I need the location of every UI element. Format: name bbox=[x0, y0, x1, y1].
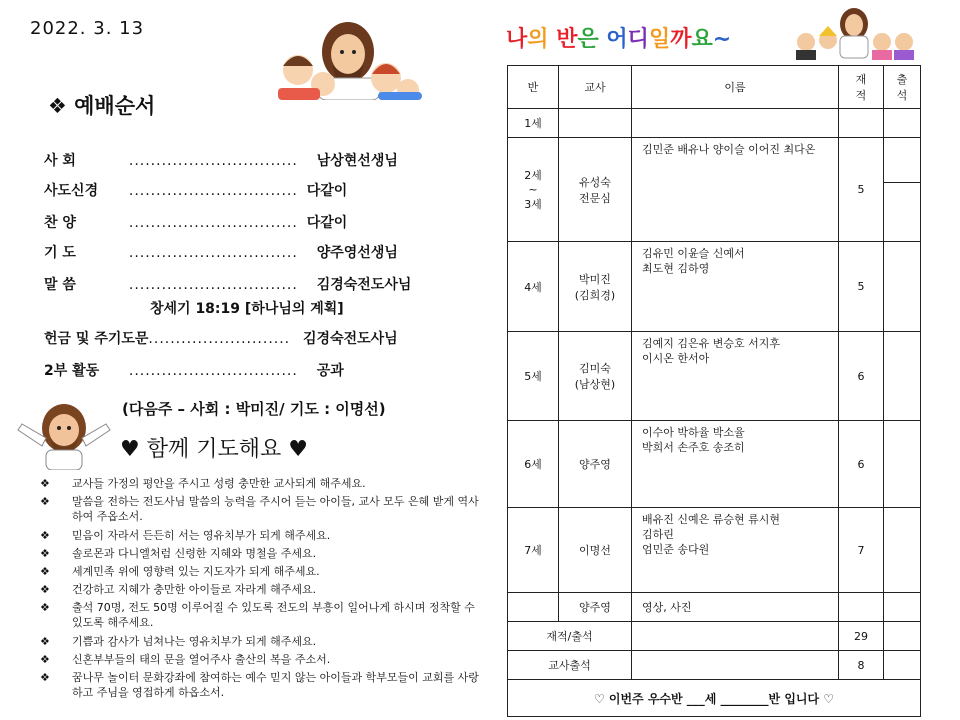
class-title-char: 나 bbox=[506, 27, 528, 52]
cell-attend bbox=[884, 138, 921, 183]
prayer-text: 믿음이 자라서 든든히 서는 영유치부가 되게 해주세요. bbox=[72, 529, 331, 542]
order-item-value: 다같이 bbox=[306, 183, 348, 199]
class-title-char: 의 bbox=[527, 27, 549, 52]
best-class-footer: ♡ 이번주 우수반 ___세 ________반 입니다 ♡ bbox=[508, 680, 921, 717]
cell-age: 7세 bbox=[508, 508, 559, 593]
order-item-label: 2부 활동 bbox=[44, 363, 100, 379]
prayer-item bbox=[40, 546, 480, 561]
order-item-label: 사 회 bbox=[44, 153, 76, 169]
cell-empty bbox=[884, 651, 921, 680]
prayer-item bbox=[40, 600, 480, 630]
order-item-label: 찬 양 bbox=[44, 215, 76, 231]
cell-names: 이수아 박하율 박소율 박희서 손주호 송조히 bbox=[632, 421, 839, 508]
prayer-title: ♥ 함께 기도해요 ♥ bbox=[120, 437, 308, 462]
order-item-value: 다같이 bbox=[306, 215, 348, 231]
header-teacher: 교사 bbox=[559, 66, 632, 109]
cell-names: 김예지 김은유 변승호 서지후 이시온 한서아 bbox=[632, 332, 839, 421]
cell-age: 2세 ~ 3세 bbox=[508, 138, 559, 242]
order-title bbox=[48, 90, 155, 120]
prayer-text: 말씀을 전하는 전도사님 말씀의 능력을 주시어 듣는 아이들, 교사 모두 은혜 받게 역사하여 주옵소서. bbox=[72, 495, 479, 523]
cell-empty bbox=[839, 593, 884, 622]
prayer-text: 세계민족 위에 영향력 있는 지도자가 되게 해주세요. bbox=[72, 565, 320, 578]
diamond-bullet-icon: ❖ bbox=[40, 671, 50, 684]
class-title-char: 요 bbox=[691, 27, 713, 52]
cell-attend-empty bbox=[884, 183, 921, 242]
order-title-text: 예배순서 bbox=[74, 94, 156, 118]
class-table bbox=[507, 65, 921, 717]
diamond-bullet-icon: ❖ bbox=[40, 547, 50, 560]
order-item-creed bbox=[44, 180, 347, 200]
diamond-bullet-icon: ❖ bbox=[40, 477, 50, 490]
order-item-value: 공과 bbox=[316, 363, 344, 379]
header-age: 반 bbox=[508, 66, 559, 109]
total-row bbox=[508, 622, 921, 651]
order-item-host bbox=[44, 150, 398, 170]
cell-teacher: 양주영 bbox=[559, 421, 632, 508]
cell-empty bbox=[632, 622, 839, 651]
total-label: 재적/출석 bbox=[508, 622, 632, 651]
teacher-attend-value: 8 bbox=[839, 651, 884, 680]
order-item-sermon bbox=[44, 274, 411, 294]
cell-attend bbox=[884, 421, 921, 508]
table-row bbox=[508, 109, 921, 138]
waving-jesus-illustration bbox=[12, 398, 116, 470]
cell-names: 김민준 배유나 양이슬 이어진 최다온 bbox=[632, 138, 839, 242]
class-title-char: 어 bbox=[606, 27, 628, 52]
order-item-dots: ............................... bbox=[128, 363, 298, 379]
teacher-attend-row bbox=[508, 651, 921, 680]
total-value: 29 bbox=[839, 622, 884, 651]
cell-teacher bbox=[559, 109, 632, 138]
diamond-bullet-icon: ❖ bbox=[40, 601, 50, 614]
diamond-bullet-icon: ❖ bbox=[40, 565, 50, 578]
class-title-char: 반 bbox=[556, 27, 578, 52]
cell-names: 영상, 사진 bbox=[632, 593, 839, 622]
cell-enrolled: 7 bbox=[839, 508, 884, 593]
order-item-activity bbox=[44, 360, 344, 380]
order-item-dots: ............................... bbox=[128, 183, 298, 199]
scripture-reference: 창세기 18:19 [하나님의 계획] bbox=[150, 301, 344, 317]
order-item-offering bbox=[44, 328, 398, 348]
prayer-text: 기쁨과 감사가 넘쳐나는 영유치부가 되게 해주세요. bbox=[72, 635, 317, 648]
diamond-bullet-icon: ❖ bbox=[40, 529, 50, 542]
order-item-prayer bbox=[44, 242, 398, 262]
table-row bbox=[508, 508, 921, 593]
diamond-bullet-icon: ❖ bbox=[40, 653, 50, 666]
prayer-item bbox=[40, 476, 480, 491]
cell-enrolled bbox=[839, 109, 884, 138]
cell-names bbox=[632, 109, 839, 138]
prayer-item bbox=[40, 634, 480, 649]
cell-enrolled: 5 bbox=[839, 138, 884, 242]
prayer-text: 출석 70명, 전도 50명 이루어질 수 있도록 전도의 부흥이 일어나게 하시며 정착할 수 있도록 해주세요. bbox=[72, 601, 475, 629]
cell-attend bbox=[884, 242, 921, 332]
order-item-dots: .......................... bbox=[148, 331, 291, 347]
teacher-attend-label: 교사출석 bbox=[508, 651, 632, 680]
prayer-text: 꿈나무 놀이터 문화강좌에 참여하는 예수 믿지 않는 아이들과 학부모들이 교회를 사랑하고 주님을 영접하게 하옵소서. bbox=[72, 671, 479, 699]
cell-age: 6세 bbox=[508, 421, 559, 508]
cell-teacher: 박미진 (김희경) bbox=[559, 242, 632, 332]
table-row bbox=[508, 421, 921, 508]
cell-empty bbox=[632, 651, 839, 680]
class-title bbox=[506, 22, 731, 53]
prayer-text: 교사들 가정의 평안을 주시고 성령 충만한 교사되게 해주세요. bbox=[72, 477, 366, 490]
header-names: 이름 bbox=[632, 66, 839, 109]
cell-attend bbox=[884, 508, 921, 593]
table-row bbox=[508, 242, 921, 332]
class-title-char: 일 bbox=[648, 27, 671, 52]
cell-age: 1세 bbox=[508, 109, 559, 138]
order-item-dots: ............................... bbox=[128, 215, 298, 231]
header-attend: 출 석 bbox=[884, 66, 921, 109]
diamond-bullet-icon: ❖ bbox=[40, 635, 50, 648]
cell-attend bbox=[884, 332, 921, 421]
class-title-char: 까 bbox=[670, 27, 692, 52]
order-item-value: 김경숙전도사님 bbox=[316, 277, 412, 293]
prayer-text: 건강하고 지혜가 충만한 아이들로 자라게 해주세요. bbox=[72, 583, 317, 596]
diamond-bullet-icon: ❖ bbox=[48, 94, 67, 118]
cell-attend bbox=[884, 109, 921, 138]
header-enrolled: 재 적 bbox=[839, 66, 884, 109]
footer-row bbox=[508, 680, 921, 717]
prayer-text: 신혼부부들의 태의 문을 열어주사 출산의 복을 주소서. bbox=[72, 653, 331, 666]
cell-enrolled: 6 bbox=[839, 332, 884, 421]
table-row bbox=[508, 332, 921, 421]
cell-age-empty bbox=[508, 593, 559, 622]
cell-teacher: 이명선 bbox=[559, 508, 632, 593]
order-item-label: 기 도 bbox=[44, 245, 76, 261]
date: 2022. 3. 13 bbox=[30, 18, 145, 39]
table-row bbox=[508, 138, 921, 183]
prayer-text: 솔로몬과 다니엘처럼 신령한 지혜와 명철을 주세요. bbox=[72, 547, 317, 560]
prayer-item bbox=[40, 494, 480, 524]
order-item-dots: ............................... bbox=[128, 153, 298, 169]
prayer-item bbox=[40, 528, 480, 543]
prayer-item bbox=[40, 670, 480, 700]
order-item-dots: ............................... bbox=[128, 277, 298, 293]
jesus-crowd-illustration bbox=[786, 4, 922, 60]
class-title-char: 디 bbox=[627, 27, 649, 52]
cell-empty bbox=[884, 593, 921, 622]
jesus-children-illustration bbox=[268, 18, 422, 100]
order-item-dots: ............................... bbox=[128, 245, 298, 261]
order-item-label: 사도신경 bbox=[44, 183, 99, 199]
cell-enrolled: 6 bbox=[839, 421, 884, 508]
diamond-bullet-icon: ❖ bbox=[40, 583, 50, 596]
cell-age: 5세 bbox=[508, 332, 559, 421]
class-title-char: ~ bbox=[712, 27, 732, 52]
diamond-bullet-icon: ❖ bbox=[40, 495, 50, 508]
table-header-row bbox=[508, 66, 921, 109]
order-item-label: 말 씀 bbox=[44, 277, 76, 293]
class-title-char: 은 bbox=[577, 27, 599, 52]
prayer-item bbox=[40, 652, 480, 667]
order-item-label: 헌금 및 주기도문 bbox=[44, 331, 149, 347]
order-item-value: 남상현선생님 bbox=[316, 153, 398, 169]
table-row-media bbox=[508, 593, 921, 622]
order-item-value: 김경숙전도사님 bbox=[303, 331, 398, 347]
prayer-item bbox=[40, 564, 480, 579]
cell-age: 4세 bbox=[508, 242, 559, 332]
next-week-note: (다음주 – 사회 : 박미진/ 기도 : 이명선) bbox=[122, 400, 386, 418]
cell-teacher: 김미숙 (남상현) bbox=[559, 332, 632, 421]
cell-names: 김유민 이윤슬 신예서 최도현 김하영 bbox=[632, 242, 839, 332]
cell-names: 배유진 신예은 류승현 류시현 김하린 엄민준 송다원 bbox=[632, 508, 839, 593]
cell-empty bbox=[884, 622, 921, 651]
cell-enrolled: 5 bbox=[839, 242, 884, 332]
order-item-value: 양주영선생님 bbox=[316, 245, 398, 261]
prayer-item bbox=[40, 582, 480, 597]
cell-teacher: 양주영 bbox=[559, 593, 632, 622]
cell-teacher: 유성숙 전문심 bbox=[559, 138, 632, 242]
order-item-praise bbox=[44, 212, 347, 232]
